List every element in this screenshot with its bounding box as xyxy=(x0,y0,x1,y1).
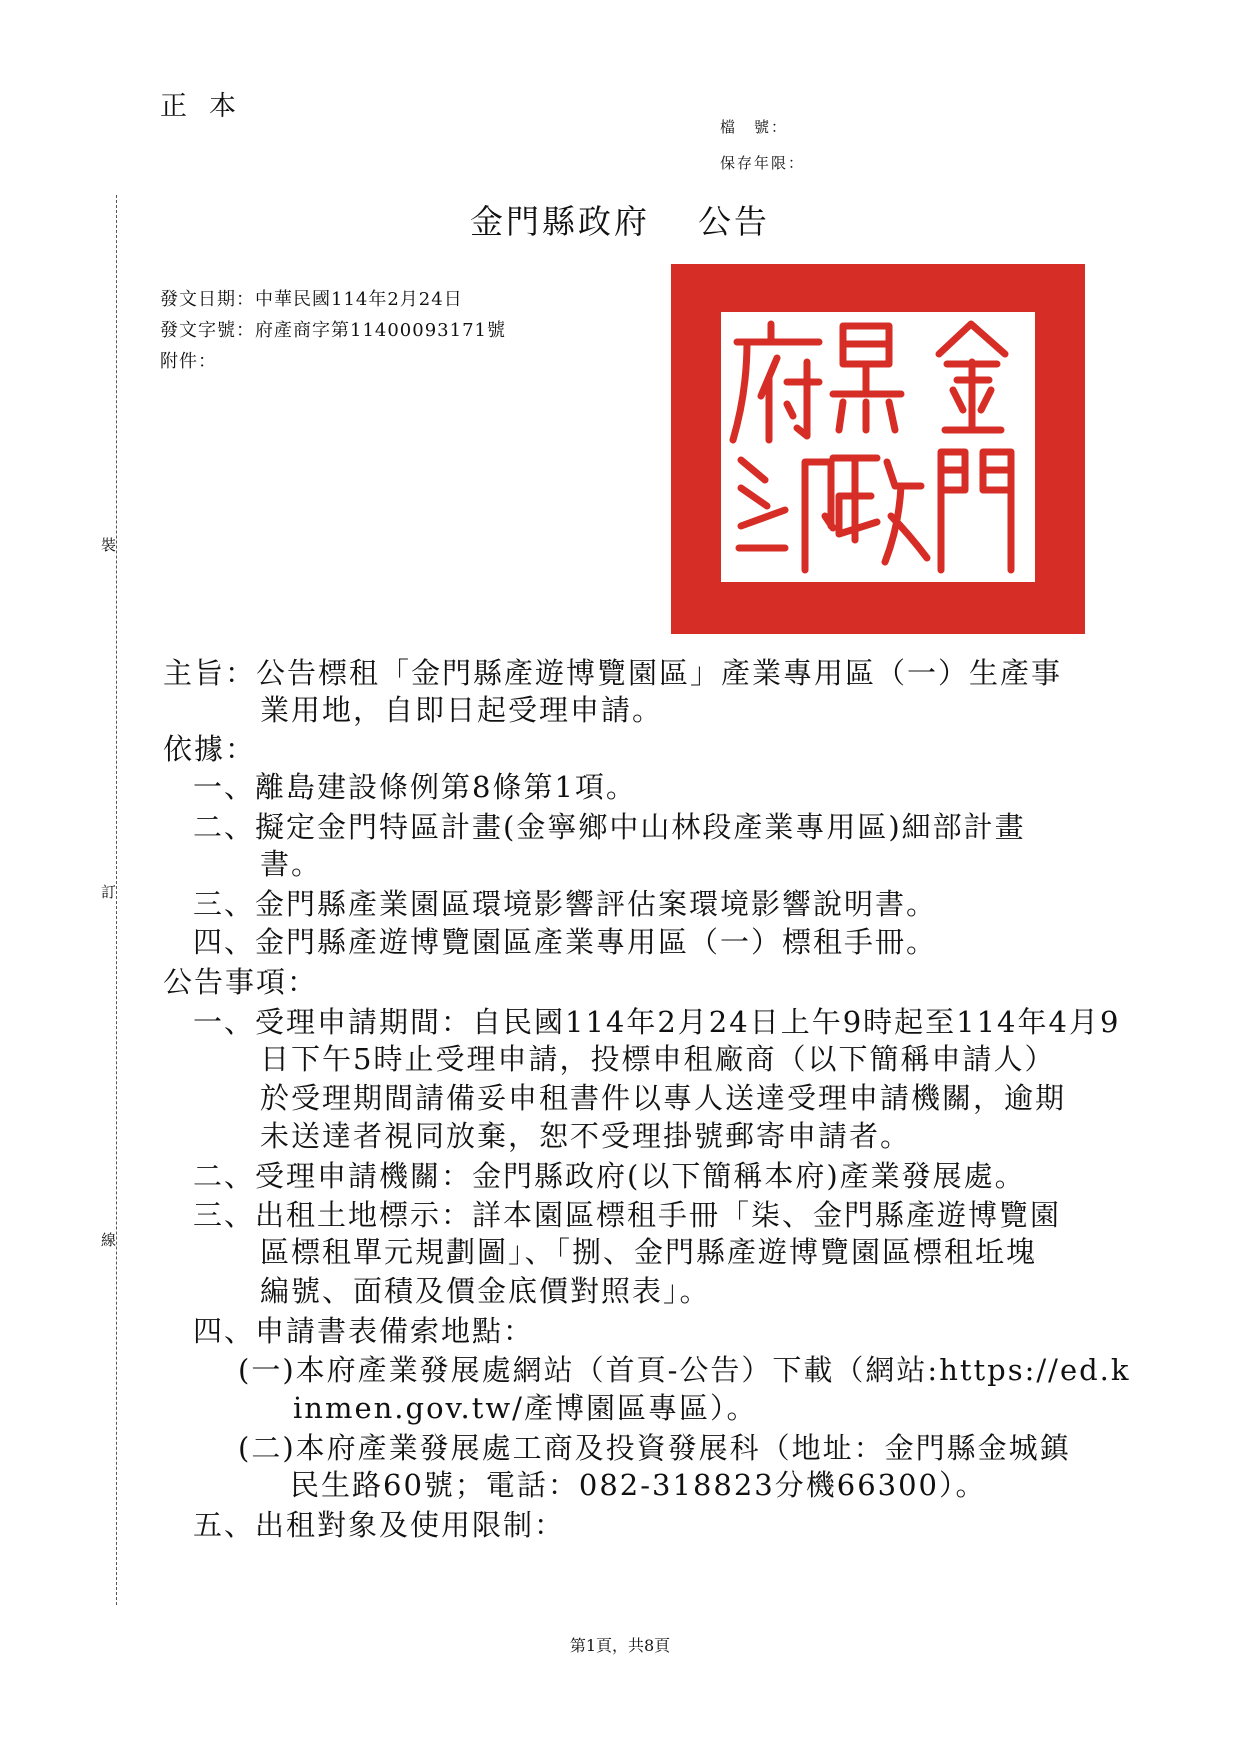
matters-item-1-line-4: 未送達者視同放棄，恕不受理掛號郵寄申請者。 xyxy=(260,1119,912,1153)
basis-heading: 依據： xyxy=(163,732,257,766)
binding-char-ding: 訂 xyxy=(101,877,116,906)
matters-item-4-sub-2-line-1: (二)本府產業發展處工商及投資發展科（地址：金門縣金城鎮 xyxy=(238,1431,1071,1465)
matters-item-1-line-2: 日下午5時止受理申請，投標申租廠商（以下簡稱申請人） xyxy=(260,1042,1056,1076)
document-title xyxy=(0,196,1240,243)
basis-item-4: 四、金門縣產遊博覽園區產業專用區（一）標租手冊。 xyxy=(193,925,938,959)
subject-line-1: 主旨：公告標租「金門縣產遊博覽園區」產業專用區（一）生產事 xyxy=(163,656,1063,690)
copy-mark: 正本 xyxy=(160,91,258,122)
attachment-label: 附件： xyxy=(160,351,217,372)
basis-item-1: 一、離島建設條例第8條第1項。 xyxy=(193,770,637,804)
official-seal xyxy=(671,264,1085,634)
page-number: 第1頁，共8頁 xyxy=(569,1636,671,1655)
reference-number: 發文字號：府產商字第11400093171號 xyxy=(160,320,506,341)
matters-item-1-line-1: 一、受理申請期間：自民國114年2月24日上午9時起至114年4月9 xyxy=(193,1005,1121,1039)
matters-item-1-line-3: 於受理期間請備妥申租書件以專人送達受理申請機關，逾期 xyxy=(260,1081,1067,1115)
matters-item-3-line-3: 編號、面積及價金底價對照表」。 xyxy=(260,1274,711,1308)
matters-item-4-sub-1-line-1: (一)本府產業發展處網站（首頁-公告）下載（網站:https://ed.k xyxy=(238,1353,1131,1387)
matters-heading: 公告事項： xyxy=(163,965,319,999)
issue-date: 發文日期：中華民國114年2月24日 xyxy=(160,289,463,310)
matters-item-4: 四、申請書表備索地點： xyxy=(193,1314,535,1348)
issuing-organization: 金門縣政府 xyxy=(470,202,650,241)
document-type: 公告 xyxy=(698,202,770,241)
binding-char-zhuang: 裝 xyxy=(101,530,116,559)
matters-item-4-sub-1-line-2: inmen.gov.tw/產博園區專區）。 xyxy=(293,1391,758,1425)
matters-item-2: 二、受理申請機關：金門縣政府(以下簡稱本府)產業發展處。 xyxy=(193,1159,1026,1193)
basis-item-2-line-2: 書。 xyxy=(260,847,323,881)
matters-item-3-line-1: 三、出租土地標示：詳本園區標租手冊「柒、金門縣產遊博覽園 xyxy=(193,1198,1062,1232)
binding-char-xian: 線 xyxy=(101,1225,116,1254)
matters-item-5: 五、出租對象及使用限制： xyxy=(193,1508,566,1542)
subject-line-2: 業用地，自即日起受理申請。 xyxy=(260,693,664,727)
retention-period-label: 保存年限： xyxy=(720,154,806,172)
matters-item-4-sub-2-line-2: 民生路60號；電話：082-318823分機66300）。 xyxy=(290,1468,987,1502)
binding-line xyxy=(116,195,117,1605)
file-number-label: 檔 號： xyxy=(720,118,789,136)
basis-item-3: 三、金門縣產業園區環境影響評估案環境影響說明書。 xyxy=(193,887,938,921)
matters-item-3-line-2: 區標租單元規劃圖」、「捌、金門縣產遊博覽園區標租坵塊 xyxy=(260,1235,1038,1269)
seal-glyphs xyxy=(721,312,1035,582)
basis-item-2-line-1: 二、擬定金門特區計畫(金寧鄉中山林段產業專用區)細部計畫 xyxy=(193,810,1026,844)
